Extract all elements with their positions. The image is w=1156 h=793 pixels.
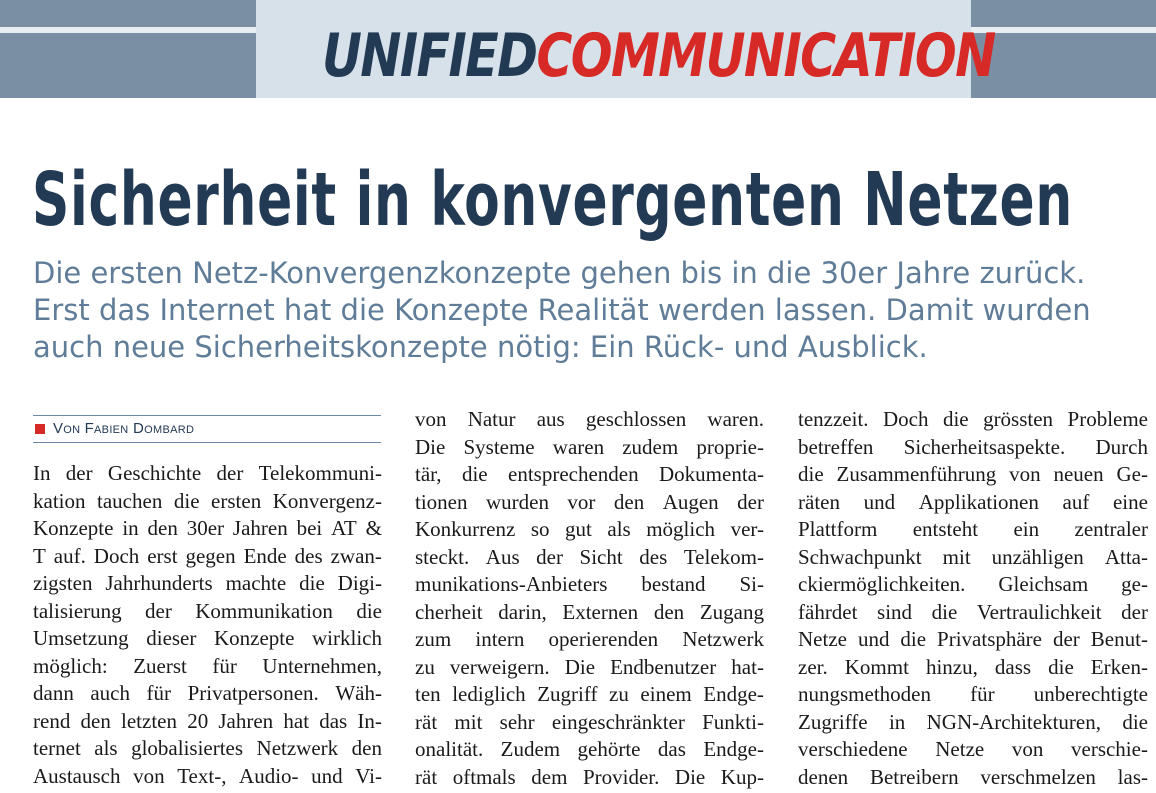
word: Probleme (1067, 407, 1148, 431)
word: zwan- (330, 543, 382, 568)
word: Unternehmen, (262, 653, 382, 678)
word: Telekommuni- (258, 461, 382, 485)
body-text-line (798, 461, 1148, 489)
word: das (657, 737, 686, 761)
word: Externen (562, 599, 639, 624)
word: die (931, 599, 958, 624)
word: Telekom- (683, 544, 764, 569)
word: in (122, 516, 139, 540)
word: Provider. (582, 764, 660, 789)
body-text-line (415, 599, 764, 627)
word: munikations-Anbieters (415, 572, 608, 596)
word: die (942, 407, 969, 431)
word: von (133, 763, 165, 788)
word: Endge- (703, 682, 764, 706)
word: der (145, 598, 172, 623)
word: oftmals (452, 764, 516, 789)
word: der (536, 544, 563, 569)
word: hat (283, 708, 310, 733)
word: Netzwerk (682, 627, 764, 651)
body-text-line (33, 570, 382, 598)
word: von (1009, 462, 1041, 486)
article-lead (33, 255, 1133, 366)
word: entsteht (912, 517, 979, 541)
word: und (857, 627, 890, 651)
body-text-line (415, 764, 764, 792)
word: bestand (641, 572, 706, 596)
word: operierenden (548, 627, 659, 651)
word: den (351, 736, 382, 760)
word: den (147, 516, 178, 540)
word: Digi- (337, 571, 382, 595)
word: Erken- (1090, 654, 1148, 679)
word: Applikationen (918, 489, 1039, 514)
word: Doch (93, 543, 140, 568)
word: fährdet (798, 599, 858, 624)
word: die (356, 598, 382, 623)
word: zum (415, 627, 452, 651)
word: zudem (622, 434, 679, 459)
word: machte (225, 571, 287, 595)
word: rät (415, 709, 438, 734)
word: ternet (33, 736, 81, 760)
body-text-line (798, 654, 1148, 682)
body-text-line (415, 736, 764, 764)
word: Endge- (703, 737, 764, 761)
header-band-left (0, 0, 256, 98)
byline-prefix: Von (53, 420, 81, 437)
word: als (607, 517, 631, 541)
word: das (319, 708, 348, 733)
word: ckiermöglichkeiten. (798, 572, 966, 596)
word: tär, (415, 462, 442, 486)
word: räten (798, 489, 840, 514)
word: wurden (485, 489, 549, 514)
word: dieser (146, 626, 197, 650)
word: der (1052, 627, 1080, 651)
body-text-line (33, 680, 382, 708)
word: Kommt (844, 654, 909, 679)
body-text-line (33, 763, 382, 791)
word: ver- (730, 517, 764, 541)
word: T (33, 543, 46, 568)
body-text-line (415, 571, 764, 599)
word: für (212, 653, 237, 678)
word: Si- (739, 572, 764, 596)
text-column-1 (33, 460, 382, 790)
word: letzten (121, 708, 177, 733)
word: die (299, 571, 325, 595)
word: auch (90, 681, 131, 705)
body-text-line (415, 654, 764, 682)
body-text-line (798, 571, 1148, 599)
word: lediglich (452, 682, 526, 706)
word: für (970, 682, 995, 706)
word: Ende (243, 543, 287, 568)
lead-line: Erst das Internet hat die Konzepte Realität werden lassen. Damit wurden (33, 293, 1091, 327)
word: den (80, 708, 111, 733)
word: Jahren (218, 708, 274, 733)
word: Betreibern (869, 764, 959, 789)
word: Ge- (1116, 462, 1148, 486)
word: Audio- (239, 763, 299, 788)
word: auf. (53, 543, 86, 568)
body-text-line (798, 599, 1148, 627)
word: zu (609, 682, 629, 706)
word: Zugriffe (798, 709, 868, 734)
word: hat- (731, 654, 764, 679)
word: ersten (211, 488, 262, 513)
word: talisierung (33, 598, 122, 623)
word: Funkti- (702, 709, 764, 734)
word: Privatpersonen. (187, 681, 319, 705)
word: Netze (935, 737, 985, 761)
word: Natur (467, 407, 516, 431)
word: Dokumenta- (659, 462, 764, 486)
word: verschie- (1071, 737, 1148, 761)
word: eine (1112, 489, 1148, 514)
word: Endbenutzer (610, 654, 717, 679)
word: 20 (187, 708, 209, 733)
word: tionen (415, 489, 468, 514)
word: steckt. (415, 544, 470, 569)
header-stripe-left (0, 27, 256, 33)
word: grössten (983, 407, 1054, 431)
word: globalisiertes (131, 736, 244, 760)
byline (33, 415, 381, 443)
word: ein (1013, 517, 1040, 541)
body-text-line (798, 489, 1148, 517)
word: verschiedene (798, 737, 908, 761)
word: unzähligen (991, 544, 1084, 569)
word: proprie- (696, 434, 764, 459)
body-text-line (33, 488, 382, 516)
word: die (798, 462, 824, 486)
word: den (613, 489, 645, 514)
word: die (1122, 709, 1148, 734)
body-text-line (33, 708, 382, 736)
body-text-line (33, 625, 382, 653)
word: Atta- (1104, 544, 1148, 569)
word: als (94, 736, 118, 760)
word: Netze (798, 627, 847, 651)
word: Plattform (798, 517, 878, 541)
word: möglich: (33, 653, 108, 678)
word: mit (454, 709, 483, 734)
body-text-line (33, 653, 382, 681)
body-text-line (33, 460, 382, 488)
word: bei (296, 516, 323, 540)
author-name: Fabien Dombard (84, 420, 195, 437)
section-kicker (321, 14, 995, 98)
word: ten (415, 682, 441, 706)
body-text-line (415, 681, 764, 709)
word: Zugang (699, 599, 764, 624)
word: waren. (707, 407, 764, 431)
word: gehörte (577, 737, 641, 761)
word: Konzepte (213, 626, 295, 650)
word: einem (640, 682, 692, 706)
body-text-line (415, 489, 764, 517)
word: Sicherheitsaspekte. (903, 434, 1066, 459)
word: Jahren (232, 516, 288, 540)
word: nungsmethoden (798, 682, 931, 706)
word: verschmelzen (980, 764, 1096, 789)
word: Doch (883, 407, 929, 431)
kicker-unified: UNIFIED (321, 21, 537, 91)
body-text-line (33, 598, 382, 626)
word: tauchen (97, 488, 163, 513)
word: intern (475, 627, 525, 651)
word: darin, (498, 599, 547, 624)
word: aus (536, 407, 565, 431)
word: gut (565, 517, 592, 541)
word: zer. (798, 654, 828, 679)
body-text-line (415, 406, 764, 434)
word: der (1121, 599, 1148, 624)
word: neuen (1053, 462, 1104, 486)
word: ge- (1121, 572, 1148, 596)
word: Die (674, 764, 706, 789)
word: unberechtigte (1033, 682, 1148, 706)
word: 30er (186, 516, 225, 540)
word: Vertraulichkeit (976, 599, 1102, 624)
word: Umsetzung (33, 626, 129, 650)
word: AT (331, 516, 357, 540)
word: wirklich (312, 626, 382, 650)
word: Durch (1095, 434, 1148, 459)
word: vor (567, 489, 596, 514)
body-text-line (798, 544, 1148, 572)
word: dass (994, 654, 1032, 679)
word: in (888, 709, 906, 734)
word: dann (33, 681, 74, 705)
word: Geschichte (107, 461, 202, 485)
body-text-line (415, 626, 764, 654)
word: von (415, 407, 447, 431)
word: dem (531, 764, 568, 789)
word: Augen (662, 489, 719, 514)
word: den (653, 599, 685, 624)
body-text-line (798, 516, 1148, 544)
word: so (530, 517, 550, 541)
word: zigsten (33, 571, 93, 595)
word: Zugriff (537, 682, 598, 706)
body-text-line (798, 736, 1148, 764)
word: verweigern. (449, 654, 550, 679)
word: und (863, 489, 896, 514)
word: Konvergenz- (272, 488, 382, 513)
word: In- (357, 708, 382, 733)
body-text-line (415, 434, 764, 462)
word: zu (415, 654, 435, 679)
word: mit (942, 544, 971, 569)
word: Aus (485, 544, 520, 569)
kicker-communication: COMMUNICATION (536, 21, 995, 91)
word: Zuerst (133, 653, 187, 678)
red-square-marker (35, 424, 45, 434)
body-text-line (33, 543, 382, 571)
word: onalität. (415, 737, 484, 761)
lead-line: auch neue Sicherheitskonzepte nötig: Ein Rück- und Ausblick. (33, 330, 928, 364)
word: las- (1117, 764, 1148, 789)
word: denen (798, 764, 849, 789)
word: der (216, 461, 244, 485)
body-text-line (798, 709, 1148, 737)
word: rät (415, 764, 438, 789)
word: Text-, (177, 763, 227, 788)
article-title: Sicherheit in konvergenten Netzen (32, 157, 1073, 243)
word: kation (33, 488, 86, 513)
word: Jahrhunderts (105, 571, 213, 595)
word: Zudem (500, 737, 561, 761)
word: sehr (499, 709, 535, 734)
word: Die (415, 434, 446, 459)
word: die (900, 627, 927, 651)
body-text-line (798, 681, 1148, 709)
word: erst (147, 543, 178, 568)
word: Die (564, 654, 596, 679)
word: Wäh- (335, 681, 382, 705)
body-text-line (798, 434, 1148, 462)
body-text-line (33, 735, 382, 763)
word: Kup- (720, 764, 764, 789)
word: Gleichsam (998, 572, 1089, 596)
body-text-line (798, 764, 1148, 792)
word: auf (1062, 489, 1090, 514)
word: der (65, 461, 93, 485)
word: Kommunikation (195, 598, 333, 623)
word: entsprechenden (508, 462, 639, 486)
body-text-line (415, 544, 764, 572)
lead-line: Die ersten Netz-Konvergenzkonzepte gehen bis in die 30er Jahre zurück. (33, 256, 1086, 290)
body-text-line (415, 516, 764, 544)
word: Schwachpunkt (798, 544, 922, 569)
word: die (173, 488, 200, 513)
word: waren (552, 434, 605, 459)
word: Austausch (33, 763, 121, 788)
body-text-line (415, 709, 764, 737)
word: zentraler (1074, 517, 1148, 541)
word: und (311, 763, 343, 788)
word: gegen (185, 543, 236, 568)
word: NGN-Architekturen, (926, 709, 1101, 734)
header-stripe-right (971, 27, 1156, 33)
word: Benut- (1090, 627, 1148, 651)
word: für (146, 681, 172, 705)
word: Systeme (463, 434, 535, 459)
word: Netzwerk (256, 736, 339, 760)
text-column-3 (798, 406, 1148, 791)
body-text-line (415, 461, 764, 489)
word: rend (33, 708, 71, 733)
word: Vi- (355, 763, 382, 788)
word: In (33, 461, 51, 485)
word: & (365, 516, 382, 540)
word: des (639, 544, 668, 569)
word: geschlossen (585, 407, 687, 431)
word: Zusammenführung (836, 462, 997, 486)
word: des (294, 543, 323, 568)
word: eingeschränkter (551, 709, 685, 734)
header-band-right (971, 0, 1156, 98)
body-text-line (798, 626, 1148, 654)
word: sind (877, 599, 913, 624)
word: möglich (646, 517, 716, 541)
word: cherheit (415, 599, 483, 624)
word: Konzepte (33, 516, 114, 540)
word: Privatsphäre (937, 627, 1043, 651)
word: von (1011, 737, 1044, 761)
word: der (737, 489, 764, 514)
word: tenzzeit. (798, 407, 869, 431)
word: die (1048, 654, 1074, 679)
text-column-2 (415, 406, 764, 791)
word: betreffen (798, 434, 874, 459)
word: die (461, 462, 488, 486)
body-text-line (33, 515, 382, 543)
word: Konkurrenz (415, 517, 516, 541)
word: hinzu, (925, 654, 978, 679)
body-text-line (798, 406, 1148, 434)
word: Sicht (579, 544, 623, 569)
